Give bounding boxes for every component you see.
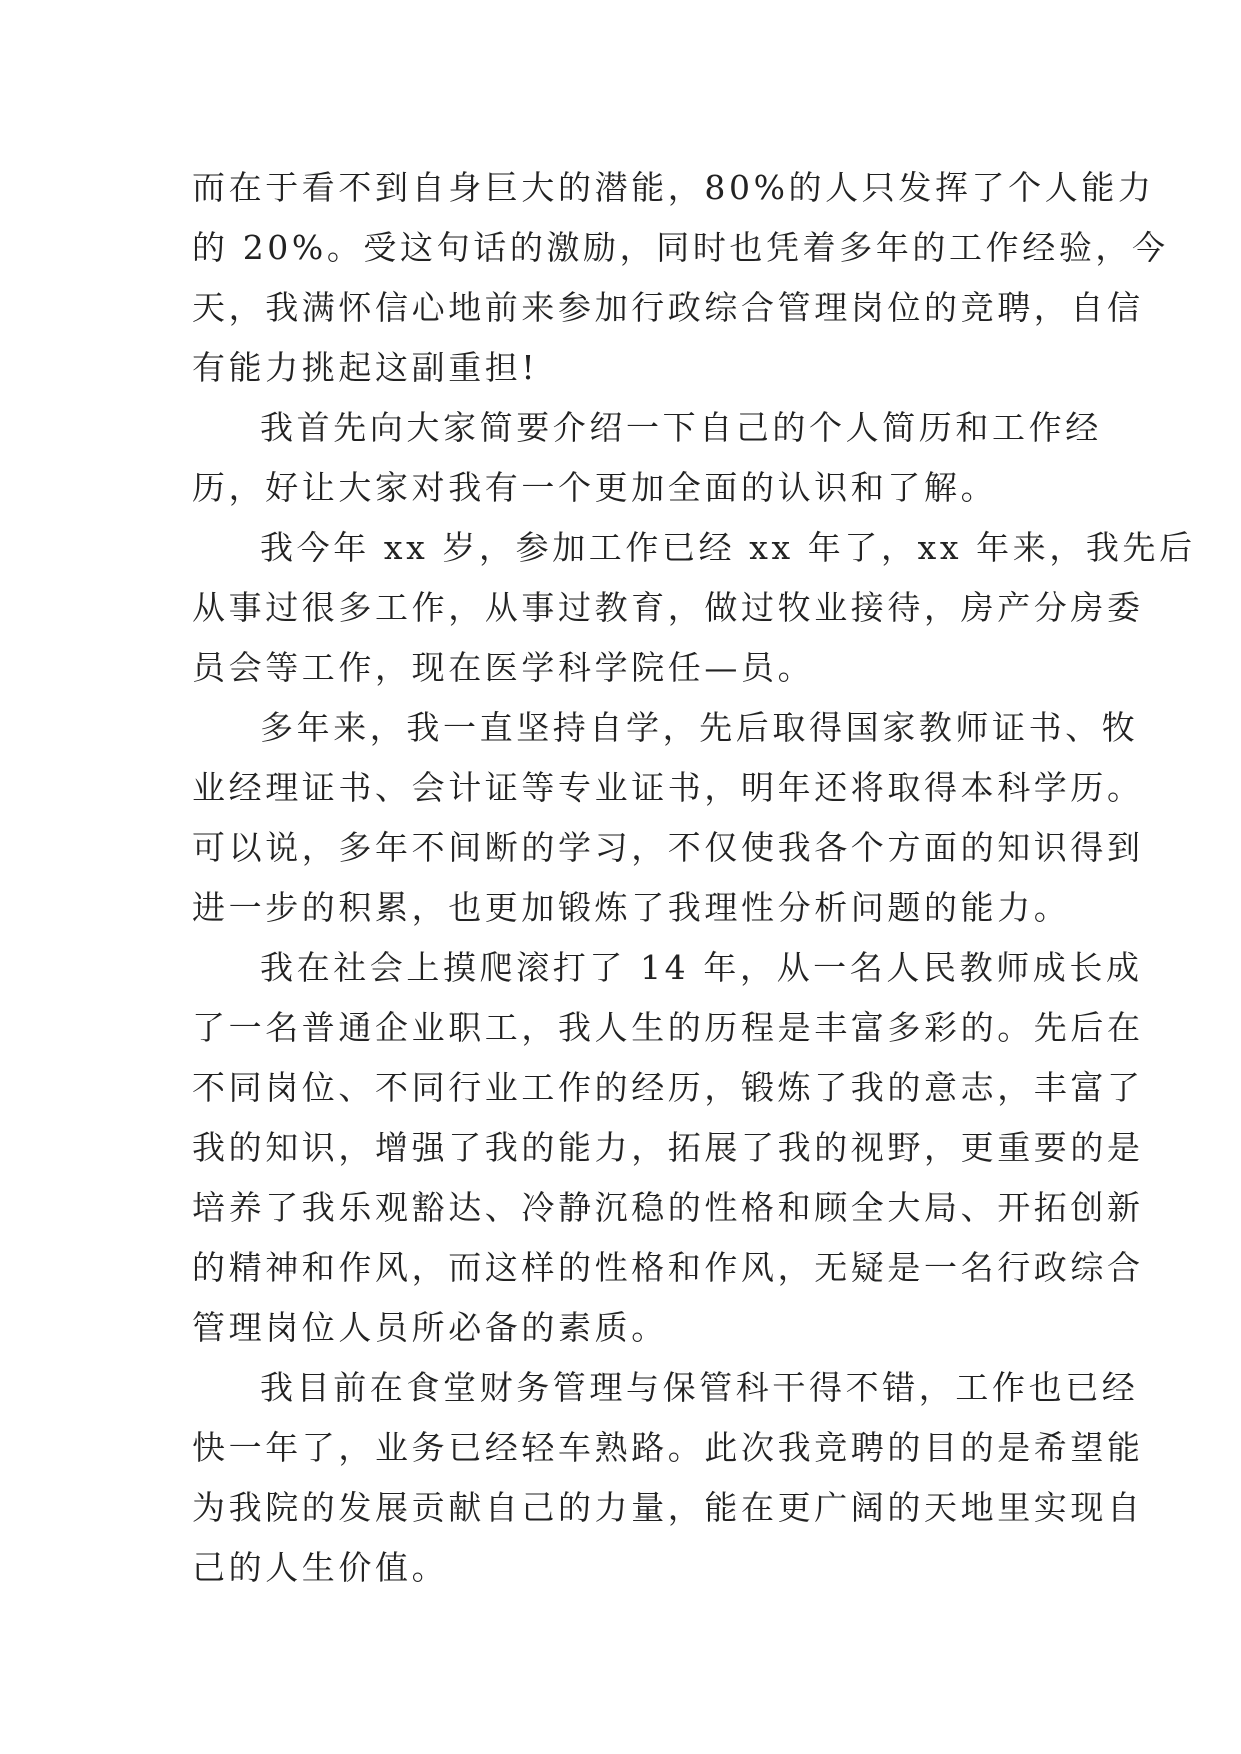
text-line: 天，我满怀信心地前来参加行政综合管理岗位的竞聘，自信 — [192, 288, 1144, 327]
text-line: 我首先向大家简要介绍一下自己的个人简历和工作经 — [260, 408, 1102, 447]
text-line: 为我院的发展贡献自己的力量，能在更广阔的天地里实现自 — [192, 1488, 1144, 1527]
body-text — [192, 158, 1196, 1598]
text-line: 员会等工作，现在医学科学院任—员。 — [192, 648, 815, 687]
text-line: 有能力挑起这副重担! — [192, 348, 539, 387]
text-line: 快一年了，业务已经轻车熟路。此次我竞聘的目的是希望能 — [192, 1428, 1144, 1467]
text-line: 的 20%。受这句话的激励，同时也凭着多年的工作经验，今 — [192, 228, 1169, 267]
text-line: 的精神和作风，而这样的性格和作风，无疑是一名行政综合 — [192, 1248, 1144, 1287]
text-line: 可以说，多年不间断的学习，不仅使我各个方面的知识得到 — [192, 828, 1144, 867]
text-line: 我的知识，增强了我的能力，拓展了我的视野，更重要的是 — [192, 1128, 1144, 1167]
text-line: 历，好让大家对我有一个更加全面的认识和了解。 — [192, 468, 998, 507]
text-line: 管理岗位人员所必备的素质。 — [192, 1308, 668, 1347]
text-line: 进一步的积累，也更加锻炼了我理性分析问题的能力。 — [192, 888, 1071, 927]
text-line: 我在社会上摸爬滚打了 14 年，从一名人民教师成长成 — [260, 948, 1143, 987]
text-line: 己的人生价值。 — [192, 1548, 449, 1587]
text-line: 而在于看不到自身巨大的潜能，80%的人只发挥了个人能力 — [192, 168, 1155, 207]
text-line: 我目前在食堂财务管理与保管科干得不错，工作也已经 — [260, 1368, 1139, 1407]
text-line: 业经理证书、会计证等专业证书，明年还将取得本科学历。 — [192, 768, 1144, 807]
text-line: 了一名普通企业职工，我人生的历程是丰富多彩的。先后在 — [192, 1008, 1144, 1047]
text-line: 从事过很多工作，从事过教育，做过牧业接待，房产分房委 — [192, 588, 1144, 627]
text-line: 我今年 xx 岁，参加工作已经 xx 年了，xx 年来，我先后 — [260, 528, 1196, 567]
text-line: 培养了我乐观豁达、冷静沉稳的性格和顾全大局、开拓创新 — [192, 1188, 1144, 1227]
text-line: 多年来，我一直坚持自学，先后取得国家教师证书、牧 — [260, 708, 1139, 747]
text-line: 不同岗位、不同行业工作的经历，锻炼了我的意志，丰富了 — [192, 1068, 1144, 1107]
